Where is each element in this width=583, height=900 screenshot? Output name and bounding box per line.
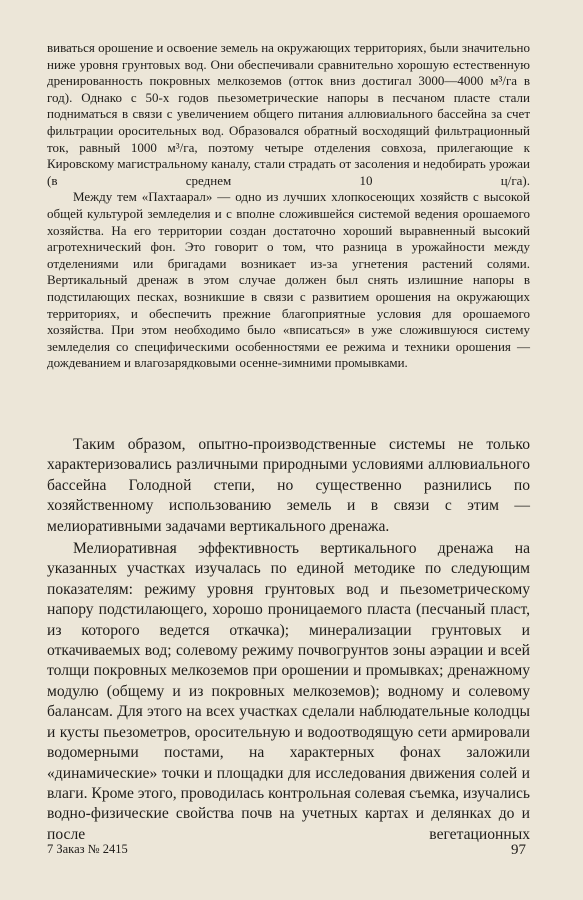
paragraph: Мелиоративная эффективность вертикального дренажа на указанных участках изучалась по единой методике по следующим показателям: режиму уровня грунтовых вод и пьезометрическому напору подстилающего, хорошо проницаемого пласта (песчаный пласт, из которого ведется откачка); минерализации грунтовых и откачиваемых вод; солевому режиму почвогрунтов зоны аэрации и всей толщи покровных мелкоземов при орошении и промывках; дренажному модулю (общему и из покровных мелкоземов); водному и солевому балансам. Для этого на всех участках сделали наблюдательные колодцы и кусты пьезометров, оросительную и водоотводящую сети армировали водомерными постами, на характерных фонах заложили «динамические» точки и площадки для исследования движения солей и влаги. Кроме этого, проводилась контрольная солевая съемка, изучались водно-физические свойства почв на учетных картах и делянках до и после вегетационных [47, 540, 530, 843]
paragraph: Между тем «Пахтаарал» — одно из лучших хлопкосеющих хозяйств с высокой общей культурой земледелия и с вполне сложившейся системой ведения орошаемого хозяйства. На его территории создан достаточно хороший выравненный высокий агротехнический фон. Это говорит о том, что разница в урожайности между отделениями или бригадами возникает из-за угнетения растений солями. Вертикальный дренаж в этом случае должен был снять излишние напоры в подстилающих песках, возникшие в связи с развитием орошения на окружающих территориях, и обеспечить прежние благоприятные условия для орошаемого хозяйства. При этом необходимо было «вписаться» в уже сложившуюся систему земледелия со специфическими особенностями ее режима и техники орошения — дождеванием и влагозарядковыми осенне-зимними промывками. [47, 189, 530, 371]
page-number: 97 [511, 842, 526, 858]
paragraph: виваться орошение и освоение земель на окружающих территориях, были значительно ниже уровня грунтовых вод. Они обеспечивали сравнительно хорошую естественную дренированность покровных мелкоземов (отток вниз достигал 3000—4000 м³/га в год). Однако с 50-х годов пьезометрические напоры в песчаном пласте стали подниматься в связи с увеличением общего питания аллювиального бассейна за счет фильтрации оросительных вод. Образовался обратный восходящий фильтрационный ток, равный 1000 м³/га, поэтому четыре отделения совхоза, прилегающие к Кировскому магистральному каналу, стали страдать от засоления и недобирать урожаи (в среднем 10 ц/га). [47, 40, 530, 188]
main-text-block [47, 435, 530, 845]
page-footer [47, 842, 530, 859]
small-print-block [47, 40, 530, 372]
printing-signature: 7 Заказ № 2415 [47, 842, 128, 856]
paragraph: Таким образом, опытно-производственные системы не только характеризовались различными природными условиями аллювиального бассейна Голодной степи, но существенно разнились по хозяйственному использованию земель и в связи с этим — мелиоративными задачами вертикального дренажа. [47, 436, 530, 535]
